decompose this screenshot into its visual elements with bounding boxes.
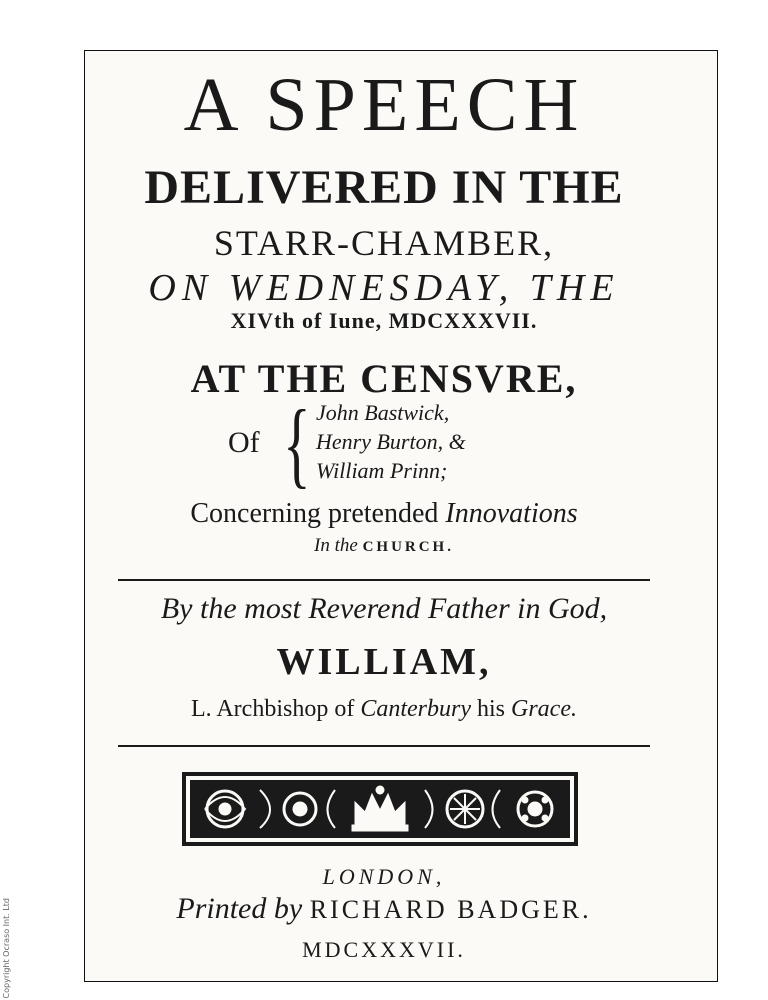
church-prefix: In the <box>314 535 363 556</box>
author-title-end: Grace. <box>511 696 577 722</box>
divider-rule-bottom <box>118 745 650 747</box>
title-line-2: DELIVERED IN THE <box>144 161 624 214</box>
printer-line <box>0 892 768 926</box>
title-line-3: STARR-CHAMBER, <box>213 223 555 263</box>
divider-rule-top <box>118 579 650 581</box>
name-burton: Henry Burton, & <box>316 429 466 454</box>
author-line: By the most Reverend Father in God, <box>160 592 608 625</box>
printer-name: RICHARD BADGER. <box>309 895 592 924</box>
date-line: XIVth of Iune, MDCXXXVII. <box>230 308 538 333</box>
crown-ornament-icon <box>180 770 580 848</box>
author-title <box>0 696 768 723</box>
censure-line: AT THE CENSVRE, <box>190 356 578 401</box>
printed-prefix: Printed by <box>176 892 310 925</box>
church-caps: CHURCH. <box>362 539 454 555</box>
author-name: WILLIAM, <box>276 641 492 683</box>
name-bastwick: John Bastwick, <box>316 400 450 425</box>
concerning-italic: Innovations <box>445 498 578 529</box>
concerning-line <box>0 498 768 530</box>
names-list <box>316 398 466 485</box>
brace-icon: { <box>283 390 311 497</box>
year-line: MDCXXXVII. <box>302 937 466 962</box>
of-word: Of <box>228 426 260 459</box>
author-title-italic: Canterbury <box>360 696 471 722</box>
names-block <box>228 390 548 497</box>
name-prinn: William Prinn; <box>316 458 448 483</box>
title-line-4: ON WEDNESDAY, THE <box>148 267 620 309</box>
title-line-1: A SPEECH <box>183 63 585 147</box>
place-line: LONDON, <box>322 864 446 889</box>
copyright-watermark: Copyright Ocraso Int. Ltd <box>2 897 11 998</box>
church-line <box>0 535 768 557</box>
author-title-prefix: L. Archbishop of <box>191 696 361 722</box>
concerning-prefix: Concerning pretended <box>190 498 446 529</box>
author-title-mid: his <box>470 696 511 722</box>
